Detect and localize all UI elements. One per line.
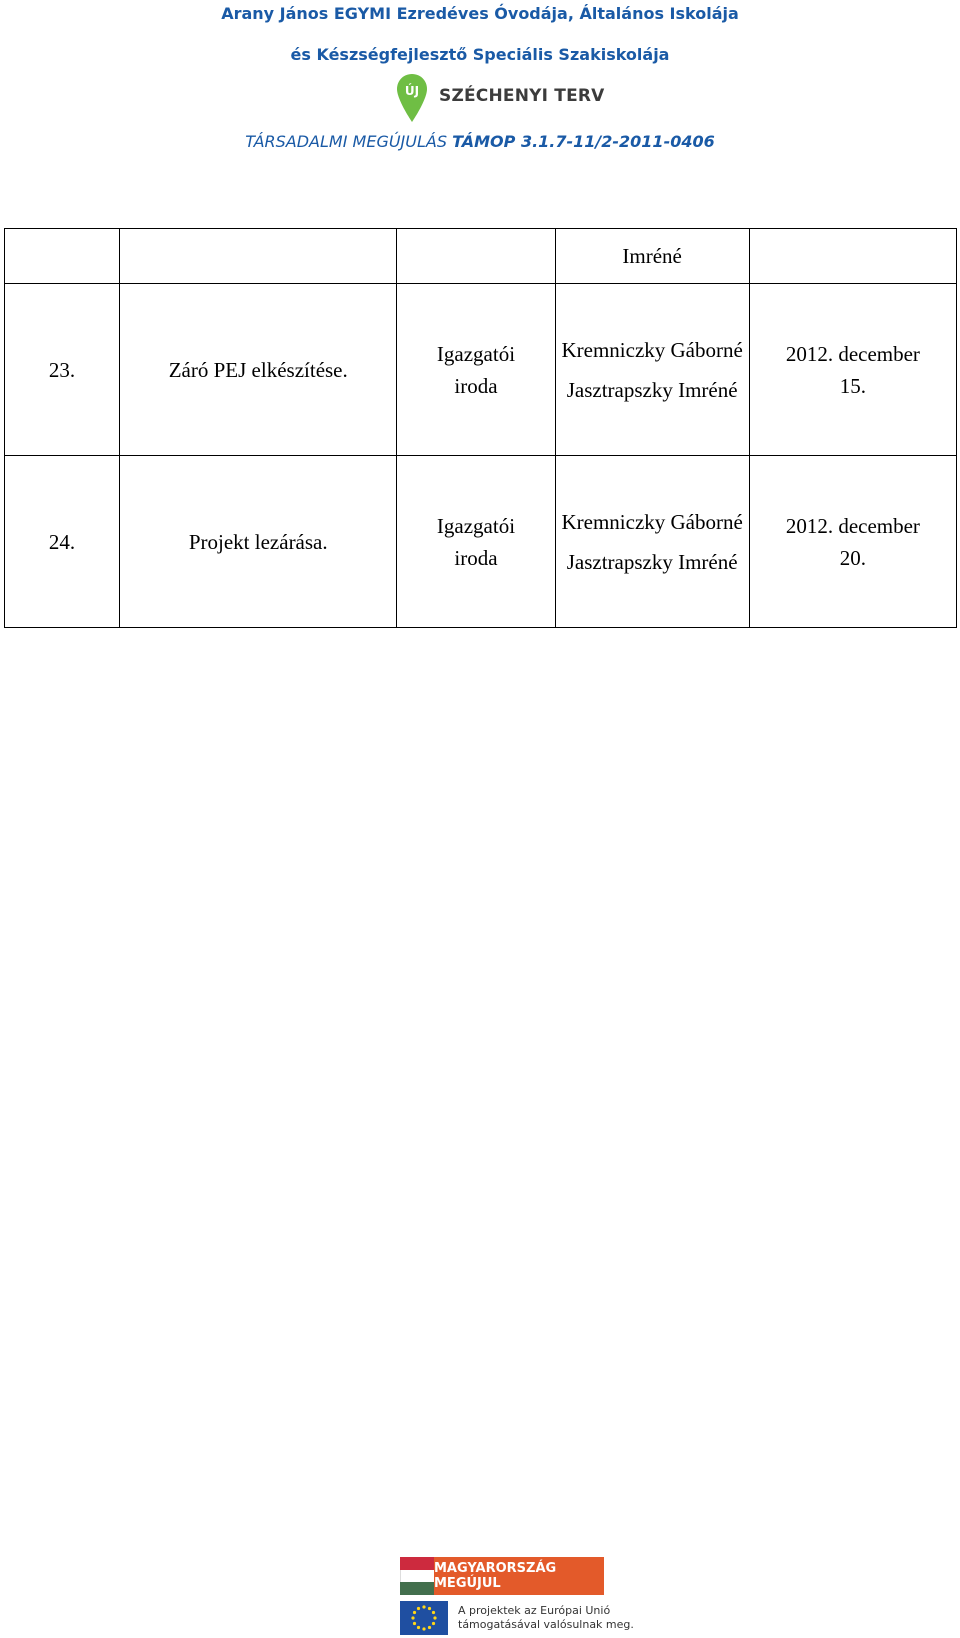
eu-stars-icon — [409, 1603, 439, 1633]
szechenyi-terv-logo — [395, 72, 605, 128]
responsible-cell — [555, 456, 749, 628]
hungarian-flag-icon — [400, 1557, 434, 1595]
location-line: Igazgatói — [436, 513, 516, 538]
tamop-line — [0, 132, 960, 151]
table-cell — [5, 229, 120, 284]
responsible-cell — [555, 284, 749, 456]
table-row — [5, 229, 957, 284]
responsible-person: Jasztrapszky Imréné — [566, 377, 738, 402]
row-number: 23. — [5, 284, 120, 456]
eu-text-line: támogatásával valósulnak meg. — [458, 1618, 634, 1631]
date-line: 20. — [839, 545, 866, 570]
table-row — [5, 284, 957, 456]
tamop-program: TÁRSADALMI MEGÚJULÁS — [245, 132, 453, 151]
date-cell — [749, 284, 956, 456]
schedule-table — [4, 228, 957, 628]
flag-stripe-red — [400, 1557, 434, 1570]
footer-logos — [400, 1557, 634, 1635]
location-line: iroda — [454, 373, 498, 398]
magyarorszag-megujul-banner — [400, 1557, 634, 1595]
responsible-person: Kremniczky Gáborné — [561, 337, 743, 362]
table-cell — [397, 229, 555, 284]
school-name-line-2: és Készségfejlesztő Speciális Szakiskolája — [290, 45, 670, 64]
eu-text-line: A projektek az Európai Unió — [458, 1604, 611, 1617]
responsible-person: Kremniczky Gáborné — [561, 509, 743, 534]
logo-text: SZÉCHENYI TERV — [439, 86, 605, 106]
task-cell: Projekt lezárása. — [120, 456, 397, 628]
location-line: iroda — [454, 545, 498, 570]
eu-support-logo — [400, 1601, 634, 1635]
location-cell — [397, 284, 555, 456]
map-pin-icon — [395, 72, 429, 126]
eu-flag-icon — [400, 1601, 448, 1635]
eu-support-text — [458, 1604, 634, 1632]
tamop-code: TÁMOP 3.1.7-11/2-2011-0406 — [452, 132, 715, 151]
date-cell — [749, 456, 956, 628]
school-name-line-1: Arany János EGYMI Ezredéves Óvodája, Általános Iskolája — [221, 4, 739, 23]
logo-mark: ÚJ — [404, 84, 420, 98]
flag-stripe-white — [400, 1570, 434, 1583]
task-cell: Záró PEJ elkészítése. — [120, 284, 397, 456]
row-number: 24. — [5, 456, 120, 628]
location-cell — [397, 456, 555, 628]
banner-text: MAGYARORSZÁG MEGÚJUL — [434, 1557, 604, 1595]
date-line: 2012. december — [785, 513, 920, 538]
date-line: 2012. december — [785, 341, 920, 366]
responsible-person: Jasztrapszky Imréné — [566, 549, 738, 574]
table-row — [5, 456, 957, 628]
table-cell — [120, 229, 397, 284]
responsible-cell: Imréné — [555, 229, 749, 284]
flag-stripe-green — [400, 1582, 434, 1595]
table-cell — [749, 229, 956, 284]
date-line: 15. — [839, 373, 866, 398]
location-line: Igazgatói — [436, 341, 516, 366]
